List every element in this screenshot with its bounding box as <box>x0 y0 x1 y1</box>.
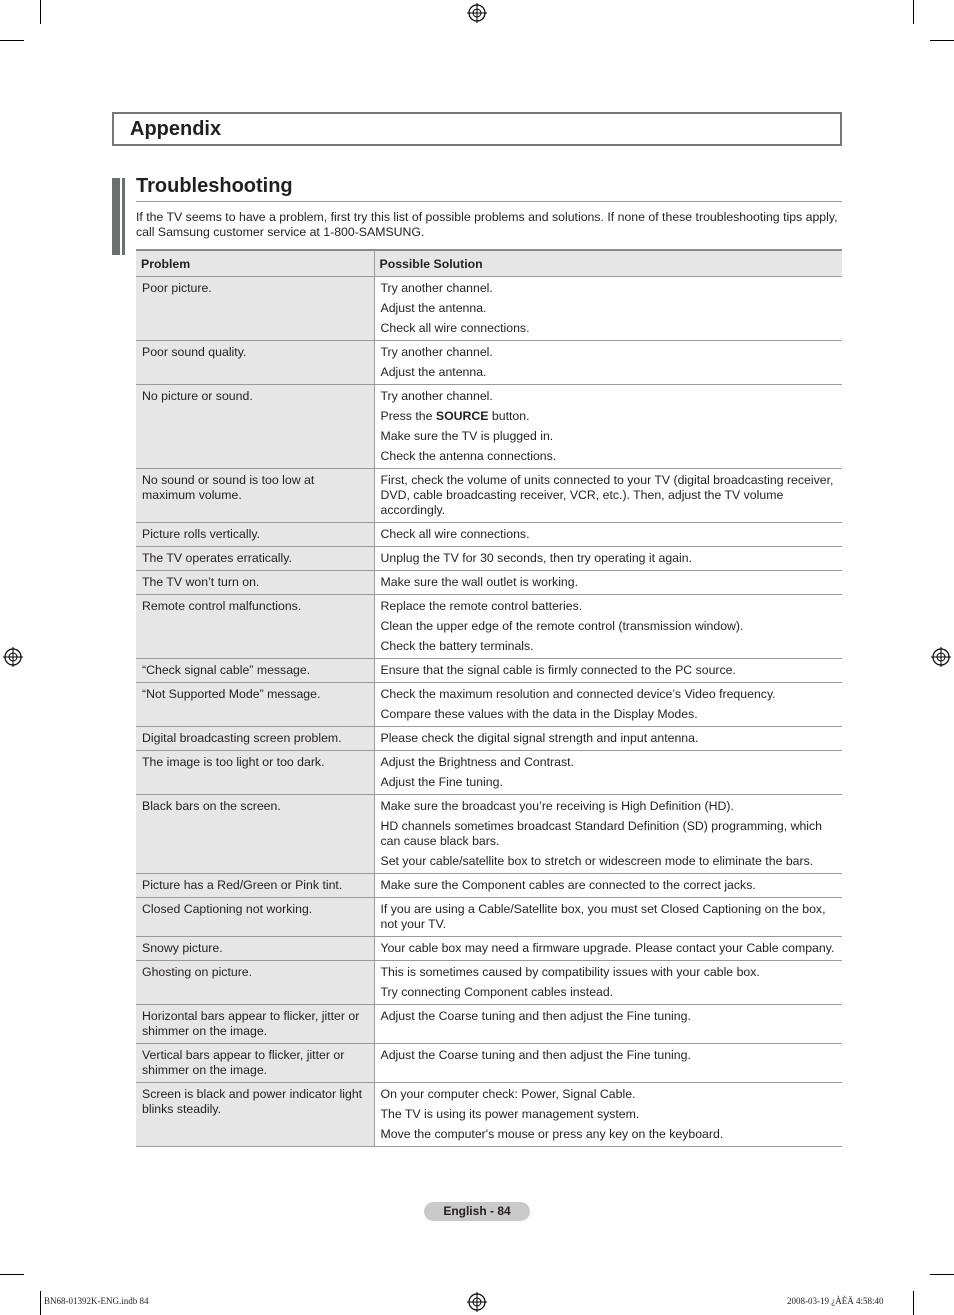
crop-mark <box>0 40 24 41</box>
print-file-name: BN68-01392K-ENG.indb 84 <box>44 1296 149 1306</box>
solution-line: Compare these values with the data in the Display Modes. <box>380 707 698 721</box>
intro-paragraph: If the TV seems to have a problem, first try this list of possible problems and solutions. If none of these troubleshooting tips apply, call Samsung customer service at 1-800-SAMSUNG. <box>136 210 838 239</box>
problem-cell: Remote control malfunctions. <box>136 595 374 659</box>
solution-line: Check the battery terminals. <box>380 639 534 653</box>
registration-mark-icon <box>467 3 487 23</box>
solution-line: Make sure the broadcast you’re receiving is High Definition (HD). <box>380 799 734 813</box>
solution-line: Adjust the antenna. <box>380 301 487 315</box>
problem-cell: No sound or sound is too low at maximum volume. <box>136 469 374 523</box>
solution-cell <box>374 1005 842 1044</box>
table-row <box>136 277 842 341</box>
table-row <box>136 898 842 937</box>
solution-cell <box>374 1083 842 1147</box>
problem-cell: The TV won’t turn on. <box>136 571 374 595</box>
solution-line: Check the antenna connections. <box>380 449 557 463</box>
table-row <box>136 1083 842 1147</box>
solution-line: Check the maximum resolution and connected device’s Video frequency. <box>380 687 776 701</box>
solution-line: Try connecting Component cables instead. <box>380 985 614 999</box>
solution-line: Move the computer's mouse or press any key on the keyboard. <box>380 1127 724 1141</box>
solution-line: Ensure that the signal cable is firmly connected to the PC source. <box>380 663 736 677</box>
solution-line: Your cable box may need a firmware upgrade. Please contact your Cable company. <box>380 941 835 955</box>
solution-line: Unplug the TV for 30 seconds, then try operating it again. <box>380 551 692 565</box>
problem-cell: Screen is black and power indicator light blinks steadily. <box>136 1083 374 1147</box>
problem-cell: Digital broadcasting screen problem. <box>136 727 374 751</box>
registration-mark-icon <box>467 1292 487 1312</box>
solution-line: HD channels sometimes broadcast Standard Definition (SD) programming, which can cause black bars. <box>380 819 823 848</box>
table-row <box>136 874 842 898</box>
problem-cell: Snowy picture. <box>136 937 374 961</box>
chapter-title: Appendix <box>130 118 222 140</box>
table-row <box>136 961 842 1005</box>
table-row <box>136 683 842 727</box>
crop-mark <box>0 1274 24 1275</box>
problem-cell: The image is too light or too dark. <box>136 751 374 795</box>
solution-line: Clean the upper edge of the remote control (transmission window). <box>380 619 744 633</box>
solution-text-segment: Press the <box>380 409 436 423</box>
column-header-solution: Possible Solution <box>374 250 842 277</box>
button-name-text: SOURCE <box>435 409 489 423</box>
solution-line: Make sure the Component cables are connected to the correct jacks. <box>380 878 756 892</box>
solution-line: The TV is using its power management system. <box>380 1107 640 1121</box>
table-row <box>136 469 842 523</box>
table-row <box>136 523 842 547</box>
solution-line: Try another channel. <box>380 281 493 295</box>
solution-line: Check all wire connections. <box>380 527 530 541</box>
problem-cell: Vertical bars appear to flicker, jitter or shimmer on the image. <box>136 1044 374 1083</box>
table-row <box>136 595 842 659</box>
solution-line: Try another channel. <box>380 389 493 403</box>
section-divider <box>136 201 842 202</box>
table-row <box>136 795 842 874</box>
solution-line: On your computer check: Power, Signal Cable. <box>380 1087 636 1101</box>
table-row <box>136 1005 842 1044</box>
table-body <box>136 277 842 1147</box>
solution-cell <box>374 571 842 595</box>
problem-cell: Closed Captioning not working. <box>136 898 374 937</box>
table-row <box>136 1044 842 1083</box>
crop-mark <box>40 1291 41 1315</box>
solution-cell <box>374 727 842 751</box>
problem-cell: The TV operates erratically. <box>136 547 374 571</box>
registration-mark-icon <box>931 647 951 667</box>
problem-cell: Poor picture. <box>136 277 374 341</box>
solution-line: Adjust the Coarse tuning and then adjust the Fine tuning. <box>380 1009 691 1023</box>
problem-cell: “Check signal cable” message. <box>136 659 374 683</box>
crop-mark <box>913 1291 914 1315</box>
solution-line: Please check the digital signal strength and input antenna. <box>380 731 699 745</box>
solution-cell <box>374 547 842 571</box>
solution-line: Make sure the TV is plugged in. <box>380 429 554 443</box>
solution-line: Adjust the antenna. <box>380 365 487 379</box>
problem-cell: Poor sound quality. <box>136 341 374 385</box>
table-row <box>136 751 842 795</box>
solution-text-segment: button. <box>488 409 530 423</box>
solution-cell <box>374 1044 842 1083</box>
table-row <box>136 547 842 571</box>
problem-cell: Picture has a Red/Green or Pink tint. <box>136 874 374 898</box>
column-header-problem: Problem <box>136 250 374 277</box>
solution-line: Set your cable/satellite box to stretch or widescreen mode to eliminate the bars. <box>380 854 814 868</box>
solution-line: Replace the remote control batteries. <box>380 599 583 613</box>
solution-line: Adjust the Brightness and Contrast. <box>380 755 574 769</box>
solution-cell <box>374 277 842 341</box>
section-title: Troubleshooting <box>136 175 293 197</box>
table-row <box>136 341 842 385</box>
problem-cell: Ghosting on picture. <box>136 961 374 1005</box>
solution-cell <box>374 595 842 659</box>
solution-line: First, check the volume of units connected to your TV (digital broadcasting receiver, DVD, cable broadcasting receiver, VCR, etc.). Then, adjust the TV volume accordingly. <box>380 473 834 517</box>
crop-mark <box>913 0 914 24</box>
problem-cell: No picture or sound. <box>136 385 374 469</box>
solution-cell <box>374 961 842 1005</box>
crop-mark <box>930 40 954 41</box>
table-row <box>136 937 842 961</box>
page-number-badge: English - 84 <box>424 1202 530 1221</box>
table-row <box>136 727 842 751</box>
solution-line <box>381 409 837 424</box>
solution-cell <box>374 341 842 385</box>
chapter-header <box>112 112 842 146</box>
solution-line: Adjust the Fine tuning. <box>380 775 503 789</box>
solution-cell <box>374 683 842 727</box>
solution-line: Adjust the Coarse tuning and then adjust the Fine tuning. <box>380 1048 691 1062</box>
solution-cell <box>374 874 842 898</box>
crop-mark <box>40 0 41 24</box>
solution-line: If you are using a Cable/Satellite box, you must set Closed Captioning on the box, not your TV. <box>380 902 826 931</box>
problem-cell: Black bars on the screen. <box>136 795 374 874</box>
troubleshooting-table <box>136 249 842 1147</box>
solution-line: Try another channel. <box>380 345 493 359</box>
print-timestamp: 2008-03-19 ¿ÀÈÄ 4:58:40 <box>787 1296 884 1306</box>
crop-mark <box>930 1274 954 1275</box>
solution-cell <box>374 385 842 469</box>
solution-cell <box>374 659 842 683</box>
table-header-row <box>136 250 842 277</box>
table-row <box>136 571 842 595</box>
solution-cell <box>374 898 842 937</box>
problem-cell: Picture rolls vertically. <box>136 523 374 547</box>
solution-cell <box>374 937 842 961</box>
solution-cell <box>374 795 842 874</box>
solution-line: This is sometimes caused by compatibility issues with your cable box. <box>380 965 760 979</box>
problem-cell: Horizontal bars appear to flicker, jitter or shimmer on the image. <box>136 1005 374 1044</box>
solution-line: Make sure the wall outlet is working. <box>380 575 579 589</box>
solution-line: Check all wire connections. <box>380 321 530 335</box>
problem-cell: “Not Supported Mode” message. <box>136 683 374 727</box>
table-row <box>136 385 842 469</box>
solution-cell <box>374 523 842 547</box>
solution-cell <box>374 751 842 795</box>
registration-mark-icon <box>3 647 23 667</box>
solution-cell <box>374 469 842 523</box>
table-row <box>136 659 842 683</box>
